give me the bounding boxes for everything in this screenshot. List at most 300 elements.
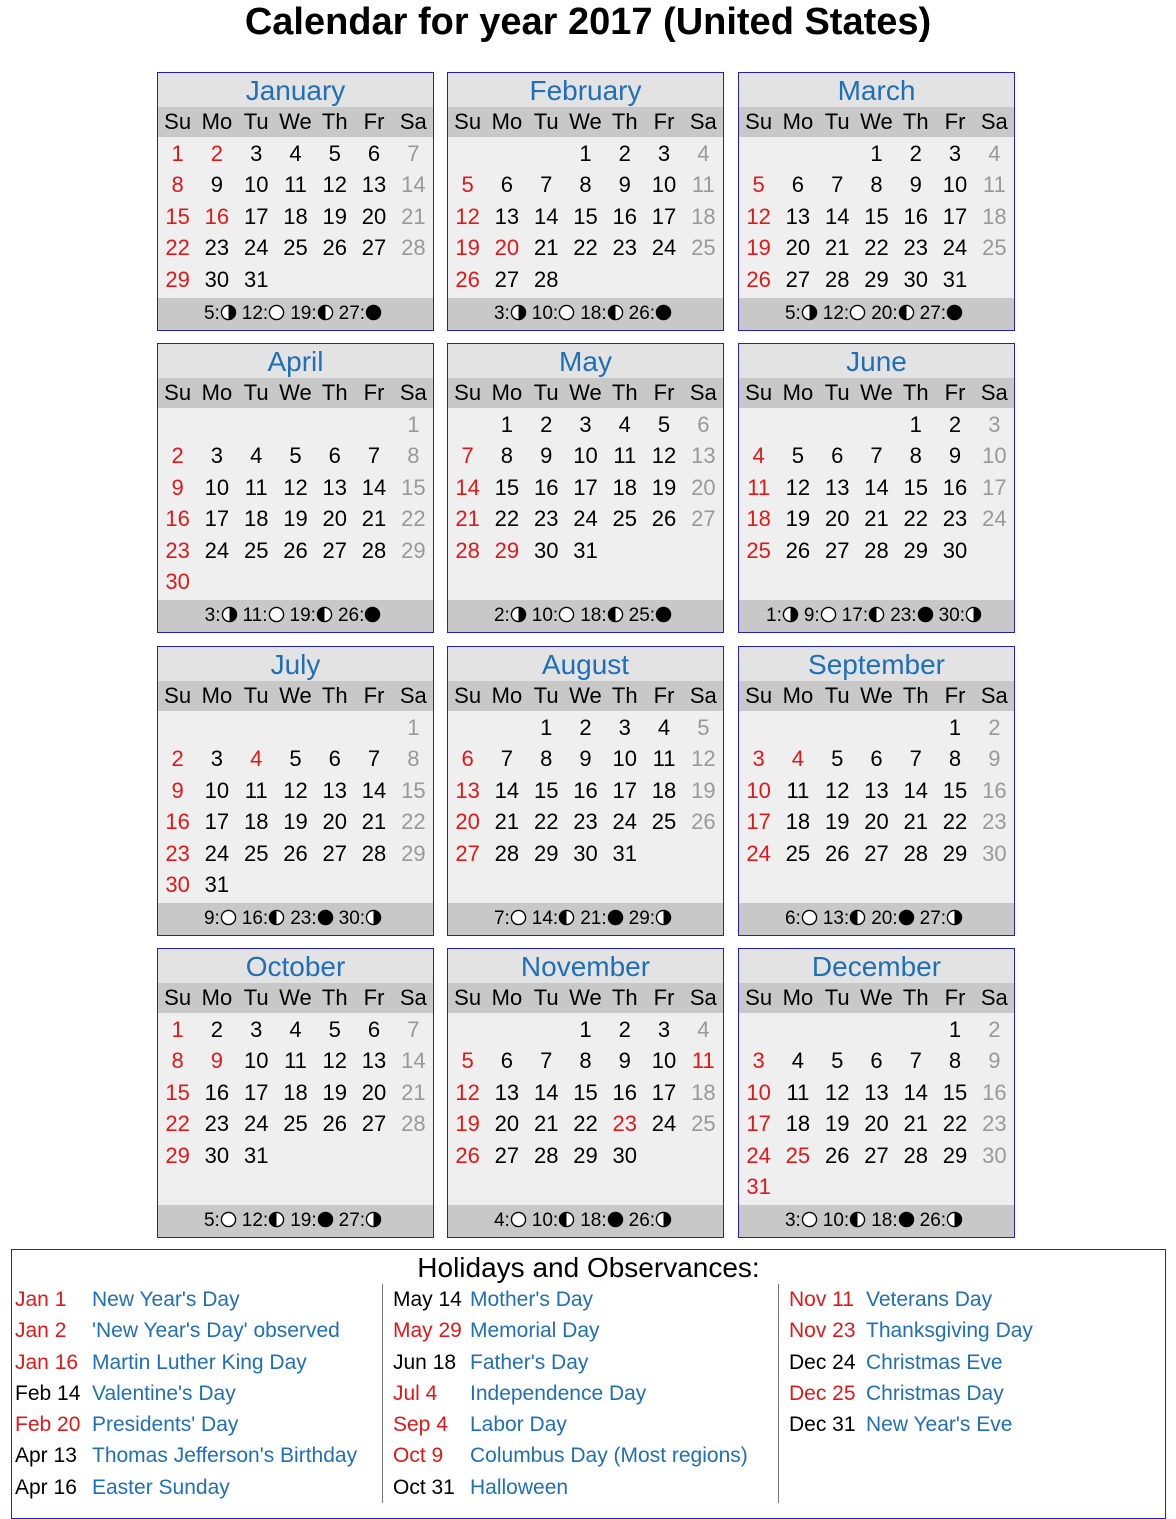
day-cell[interactable]: 20: [361, 203, 387, 229]
day-cell[interactable]: 14: [903, 1079, 928, 1105]
day-cell[interactable]: 1: [870, 141, 883, 166]
day-cell[interactable]: 13: [322, 777, 347, 803]
day-cell[interactable]: 31: [612, 840, 637, 866]
day-cell[interactable]: 5: [328, 1017, 341, 1042]
day-cell[interactable]: 28: [903, 1142, 928, 1168]
day-cell[interactable]: 9: [210, 172, 224, 198]
day-cell[interactable]: 18: [612, 474, 637, 500]
day-cell[interactable]: 5: [461, 1048, 474, 1074]
day-cell[interactable]: 6: [870, 746, 883, 772]
day-cell[interactable]: 16: [533, 474, 559, 500]
day-cell[interactable]: 12: [651, 443, 677, 469]
day-cell[interactable]: 28: [455, 537, 480, 563]
day-cell[interactable]: 13: [494, 1079, 520, 1105]
day-cell[interactable]: 2: [618, 141, 631, 166]
day-cell[interactable]: 3: [752, 746, 765, 772]
day-cell[interactable]: 28: [824, 266, 850, 292]
day-cell[interactable]: 20: [494, 1111, 520, 1137]
holiday-name[interactable]: Christmas Day: [866, 1381, 1004, 1405]
holiday-name[interactable]: New Year's Eve: [866, 1413, 1013, 1437]
day-cell[interactable]: 27: [322, 537, 347, 563]
day-cell[interactable]: 15: [401, 777, 426, 803]
day-cell[interactable]: 8: [948, 746, 962, 772]
day-cell[interactable]: 19: [322, 203, 347, 229]
day-cell[interactable]: 26: [322, 1111, 347, 1137]
day-cell[interactable]: 5: [831, 1048, 844, 1074]
day-cell[interactable]: 23: [612, 1111, 637, 1137]
day-cell[interactable]: 13: [864, 777, 889, 803]
day-cell[interactable]: 5: [791, 443, 805, 469]
day-cell[interactable]: 27: [361, 1111, 387, 1137]
day-cell[interactable]: 12: [455, 1079, 480, 1105]
day-cell[interactable]: 30: [612, 1142, 637, 1168]
day-cell[interactable]: 25: [982, 235, 1007, 261]
day-cell[interactable]: 26: [785, 537, 811, 563]
day-cell[interactable]: 30: [903, 266, 928, 292]
day-cell[interactable]: 24: [942, 235, 968, 261]
day-cell[interactable]: 25: [651, 809, 677, 835]
day-cell[interactable]: 11: [613, 443, 637, 469]
day-cell[interactable]: 14: [401, 1048, 426, 1074]
day-cell[interactable]: 6: [367, 1017, 381, 1042]
day-cell[interactable]: 31: [243, 266, 269, 292]
day-cell[interactable]: 22: [401, 809, 426, 835]
day-cell[interactable]: 24: [243, 1111, 269, 1137]
day-cell[interactable]: 6: [870, 1048, 883, 1074]
day-cell[interactable]: 14: [533, 203, 559, 229]
day-cell[interactable]: 7: [461, 443, 474, 469]
day-cell[interactable]: 18: [785, 809, 811, 835]
day-cell[interactable]: 6: [367, 141, 381, 166]
day-cell[interactable]: 22: [401, 506, 426, 532]
day-cell[interactable]: 27: [824, 537, 850, 563]
day-cell[interactable]: 14: [455, 474, 480, 500]
day-cell[interactable]: 27: [785, 266, 811, 292]
day-cell[interactable]: 21: [903, 1111, 928, 1137]
day-cell[interactable]: 18: [785, 1111, 811, 1137]
day-cell[interactable]: 24: [243, 235, 269, 261]
day-cell[interactable]: 8: [579, 172, 592, 198]
day-cell[interactable]: 12: [691, 746, 716, 772]
day-cell[interactable]: 11: [691, 1048, 715, 1074]
day-cell[interactable]: 22: [573, 1111, 598, 1137]
day-cell[interactable]: 10: [204, 474, 230, 500]
day-cell[interactable]: 8: [948, 1048, 962, 1074]
day-cell[interactable]: 20: [864, 1111, 889, 1137]
day-cell[interactable]: 12: [824, 777, 850, 803]
day-cell[interactable]: 12: [746, 203, 771, 229]
holiday-name[interactable]: New Year's Day: [92, 1288, 240, 1311]
day-cell[interactable]: 22: [864, 235, 889, 261]
day-cell[interactable]: 4: [697, 141, 710, 166]
day-cell[interactable]: 29: [903, 537, 928, 563]
day-cell[interactable]: 20: [322, 506, 347, 532]
day-cell[interactable]: 2: [210, 1017, 224, 1042]
day-cell[interactable]: 8: [407, 746, 420, 772]
day-cell[interactable]: 12: [283, 777, 308, 803]
day-cell[interactable]: 29: [401, 840, 426, 866]
day-cell[interactable]: 8: [500, 443, 514, 469]
holiday-name[interactable]: Valentine's Day: [92, 1381, 236, 1405]
day-cell[interactable]: 21: [533, 1111, 559, 1137]
day-cell[interactable]: 29: [864, 266, 889, 292]
day-cell[interactable]: 21: [361, 506, 387, 532]
day-cell[interactable]: 10: [612, 746, 637, 772]
day-cell[interactable]: 23: [573, 809, 598, 835]
day-cell[interactable]: 2: [579, 715, 592, 740]
day-cell[interactable]: 4: [791, 746, 805, 772]
day-cell[interactable]: 6: [831, 443, 844, 469]
day-cell[interactable]: 30: [533, 537, 559, 563]
day-cell[interactable]: 17: [746, 809, 771, 835]
day-cell[interactable]: 21: [455, 506, 480, 532]
day-cell[interactable]: 28: [361, 840, 387, 866]
day-cell[interactable]: 29: [494, 537, 520, 563]
day-cell[interactable]: 4: [657, 715, 671, 740]
day-cell[interactable]: 21: [903, 809, 928, 835]
day-cell[interactable]: 1: [579, 141, 592, 166]
day-cell[interactable]: 29: [942, 1142, 968, 1168]
day-cell[interactable]: 4: [791, 1048, 805, 1074]
day-cell[interactable]: 25: [746, 537, 771, 563]
day-cell[interactable]: 23: [612, 235, 637, 261]
day-cell[interactable]: 19: [824, 809, 850, 835]
day-cell[interactable]: 10: [243, 172, 269, 198]
day-cell[interactable]: 4: [988, 141, 1001, 166]
day-cell[interactable]: 3: [988, 412, 1001, 437]
day-cell[interactable]: 2: [618, 1017, 631, 1042]
day-cell[interactable]: 26: [455, 1142, 480, 1168]
day-cell[interactable]: 18: [746, 506, 771, 532]
day-cell[interactable]: 11: [786, 777, 810, 803]
day-cell[interactable]: 5: [831, 746, 844, 772]
day-cell[interactable]: 2: [948, 412, 962, 437]
day-cell[interactable]: 24: [746, 840, 771, 866]
day-cell[interactable]: 2: [909, 141, 922, 166]
day-cell[interactable]: 9: [579, 746, 592, 772]
holiday-name[interactable]: 'New Year's Day' observed: [92, 1319, 340, 1343]
day-cell[interactable]: 16: [165, 809, 190, 835]
day-cell[interactable]: 8: [870, 172, 883, 198]
day-cell[interactable]: 22: [942, 809, 968, 835]
day-cell[interactable]: 26: [455, 266, 480, 292]
day-cell[interactable]: 12: [322, 1048, 347, 1074]
day-cell[interactable]: 29: [942, 840, 968, 866]
day-cell[interactable]: 13: [322, 474, 347, 500]
day-cell[interactable]: 27: [691, 506, 716, 532]
day-cell[interactable]: 20: [322, 809, 347, 835]
day-cell[interactable]: 26: [746, 266, 771, 292]
day-cell[interactable]: 24: [204, 537, 230, 563]
day-cell[interactable]: 9: [948, 443, 962, 469]
day-cell[interactable]: 13: [864, 1079, 889, 1105]
day-cell[interactable]: 8: [909, 443, 922, 469]
holiday-name[interactable]: Veterans Day: [866, 1288, 993, 1311]
day-cell[interactable]: 5: [461, 172, 474, 198]
day-cell[interactable]: 13: [494, 203, 520, 229]
day-cell[interactable]: 28: [361, 537, 387, 563]
day-cell[interactable]: 16: [204, 1079, 230, 1105]
day-cell[interactable]: 10: [651, 1048, 677, 1074]
day-cell[interactable]: 13: [361, 172, 387, 198]
day-cell[interactable]: 10: [243, 1048, 269, 1074]
day-cell[interactable]: 25: [283, 1111, 308, 1137]
day-cell[interactable]: 5: [657, 412, 671, 437]
day-cell[interactable]: 15: [942, 777, 968, 803]
day-cell[interactable]: 11: [982, 172, 1006, 198]
day-cell[interactable]: 15: [573, 1079, 598, 1105]
day-cell[interactable]: 3: [657, 1017, 671, 1042]
day-cell[interactable]: 11: [652, 746, 676, 772]
day-cell[interactable]: 14: [824, 203, 850, 229]
day-cell[interactable]: 2: [171, 443, 184, 469]
day-cell[interactable]: 29: [401, 537, 426, 563]
day-cell[interactable]: 22: [494, 506, 520, 532]
day-cell[interactable]: 21: [401, 203, 426, 229]
day-cell[interactable]: 22: [942, 1111, 968, 1137]
day-cell[interactable]: 29: [165, 266, 190, 292]
day-cell[interactable]: 16: [982, 777, 1007, 803]
holiday-name[interactable]: Labor Day: [470, 1413, 567, 1437]
day-cell[interactable]: 24: [651, 235, 677, 261]
day-cell[interactable]: 12: [785, 474, 811, 500]
day-cell[interactable]: 4: [289, 141, 302, 166]
day-cell[interactable]: 17: [204, 809, 230, 835]
day-cell[interactable]: 9: [171, 777, 184, 803]
day-cell[interactable]: 13: [824, 474, 850, 500]
day-cell[interactable]: 23: [165, 537, 190, 563]
holiday-name[interactable]: Mother's Day: [470, 1288, 594, 1311]
holiday-name[interactable]: Martin Luther King Day: [92, 1350, 307, 1374]
day-cell[interactable]: 26: [283, 537, 308, 563]
day-cell[interactable]: 24: [204, 840, 230, 866]
day-cell[interactable]: 11: [786, 1079, 810, 1105]
day-cell[interactable]: 24: [982, 506, 1007, 532]
day-cell[interactable]: 7: [540, 172, 553, 198]
day-cell[interactable]: 1: [909, 412, 922, 437]
day-cell[interactable]: 20: [864, 809, 889, 835]
day-cell[interactable]: 6: [328, 443, 341, 469]
day-cell[interactable]: 9: [909, 172, 922, 198]
day-cell[interactable]: 18: [283, 203, 308, 229]
day-cell[interactable]: 16: [573, 777, 598, 803]
day-cell[interactable]: 3: [657, 141, 671, 166]
day-cell[interactable]: 20: [824, 506, 850, 532]
day-cell[interactable]: 31: [746, 1173, 771, 1199]
day-cell[interactable]: 12: [283, 474, 308, 500]
day-cell[interactable]: 30: [573, 840, 598, 866]
day-cell[interactable]: 31: [204, 871, 230, 897]
day-cell[interactable]: 19: [691, 777, 716, 803]
day-cell[interactable]: 27: [864, 840, 889, 866]
day-cell[interactable]: 3: [618, 715, 631, 740]
day-cell[interactable]: 22: [573, 235, 598, 261]
day-cell[interactable]: 8: [540, 746, 553, 772]
day-cell[interactable]: 28: [494, 840, 520, 866]
day-cell[interactable]: 1: [407, 412, 420, 437]
holiday-name[interactable]: Memorial Day: [470, 1319, 600, 1343]
holiday-name[interactable]: Halloween: [470, 1475, 569, 1499]
holiday-name[interactable]: Thomas Jefferson's Birthday: [92, 1444, 358, 1468]
day-cell[interactable]: 7: [407, 141, 420, 166]
day-cell[interactable]: 8: [171, 1048, 184, 1074]
day-cell[interactable]: 21: [494, 809, 520, 835]
day-cell[interactable]: 27: [494, 266, 520, 292]
day-cell[interactable]: 22: [165, 235, 190, 261]
day-cell[interactable]: 27: [864, 1142, 889, 1168]
day-cell[interactable]: 25: [283, 235, 308, 261]
day-cell[interactable]: 15: [165, 1079, 190, 1105]
day-cell[interactable]: 19: [824, 1111, 850, 1137]
day-cell[interactable]: 19: [283, 506, 308, 532]
day-cell[interactable]: 25: [612, 506, 637, 532]
day-cell[interactable]: 7: [367, 746, 381, 772]
day-cell[interactable]: 9: [988, 746, 1001, 772]
day-cell[interactable]: 8: [171, 172, 184, 198]
day-cell[interactable]: 23: [204, 235, 230, 261]
day-cell[interactable]: 4: [697, 1017, 710, 1042]
day-cell[interactable]: 1: [171, 1017, 184, 1042]
day-cell[interactable]: 15: [942, 1079, 968, 1105]
holiday-name[interactable]: Easter Sunday: [92, 1475, 230, 1499]
day-cell[interactable]: 7: [909, 746, 922, 772]
day-cell[interactable]: 9: [171, 474, 184, 500]
day-cell[interactable]: 17: [204, 506, 230, 532]
day-cell[interactable]: 16: [612, 1079, 637, 1105]
day-cell[interactable]: 3: [579, 412, 592, 437]
day-cell[interactable]: 3: [752, 1048, 765, 1074]
day-cell[interactable]: 14: [361, 474, 387, 500]
day-cell[interactable]: 6: [500, 1048, 514, 1074]
day-cell[interactable]: 13: [361, 1048, 387, 1074]
day-cell[interactable]: 9: [540, 443, 553, 469]
day-cell[interactable]: 19: [455, 1111, 480, 1137]
day-cell[interactable]: 25: [243, 840, 269, 866]
day-cell[interactable]: 29: [533, 840, 559, 866]
day-cell[interactable]: 11: [747, 474, 771, 500]
day-cell[interactable]: 1: [540, 715, 553, 740]
day-cell[interactable]: 21: [401, 1079, 426, 1105]
day-cell[interactable]: 15: [864, 203, 889, 229]
day-cell[interactable]: 19: [455, 235, 480, 261]
day-cell[interactable]: 5: [289, 443, 302, 469]
day-cell[interactable]: 18: [691, 203, 716, 229]
day-cell[interactable]: 7: [407, 1017, 420, 1042]
day-cell[interactable]: 10: [573, 443, 598, 469]
day-cell[interactable]: 14: [533, 1079, 559, 1105]
day-cell[interactable]: 26: [651, 506, 677, 532]
day-cell[interactable]: 26: [283, 840, 308, 866]
day-cell[interactable]: 4: [250, 443, 263, 469]
day-cell[interactable]: 8: [407, 443, 420, 469]
day-cell[interactable]: 10: [942, 172, 968, 198]
day-cell[interactable]: 27: [494, 1142, 520, 1168]
day-cell[interactable]: 19: [283, 809, 308, 835]
day-cell[interactable]: 16: [612, 203, 637, 229]
day-cell[interactable]: 1: [579, 1017, 592, 1042]
day-cell[interactable]: 2: [210, 141, 224, 166]
day-cell[interactable]: 14: [494, 777, 520, 803]
day-cell[interactable]: 20: [361, 1079, 387, 1105]
day-cell[interactable]: 20: [455, 809, 480, 835]
day-cell[interactable]: 27: [455, 840, 480, 866]
day-cell[interactable]: 22: [165, 1111, 190, 1137]
day-cell[interactable]: 18: [243, 809, 269, 835]
day-cell[interactable]: 24: [612, 809, 637, 835]
day-cell[interactable]: 21: [824, 235, 850, 261]
day-cell[interactable]: 2: [540, 412, 553, 437]
day-cell[interactable]: 4: [250, 746, 263, 772]
day-cell[interactable]: 12: [455, 203, 480, 229]
day-cell[interactable]: 28: [533, 1142, 559, 1168]
day-cell[interactable]: 23: [942, 506, 968, 532]
day-cell[interactable]: 16: [982, 1079, 1007, 1105]
day-cell[interactable]: 7: [367, 443, 381, 469]
day-cell[interactable]: 24: [651, 1111, 677, 1137]
day-cell[interactable]: 5: [328, 141, 341, 166]
day-cell[interactable]: 18: [982, 203, 1007, 229]
day-cell[interactable]: 31: [243, 1142, 269, 1168]
day-cell[interactable]: 11: [284, 1048, 307, 1074]
day-cell[interactable]: 24: [573, 506, 598, 532]
day-cell[interactable]: 1: [171, 141, 184, 166]
day-cell[interactable]: 16: [204, 203, 230, 229]
day-cell[interactable]: 10: [982, 443, 1007, 469]
day-cell[interactable]: 13: [691, 443, 716, 469]
day-cell[interactable]: 12: [322, 172, 347, 198]
holiday-name[interactable]: Presidents' Day: [92, 1413, 239, 1437]
day-cell[interactable]: 26: [824, 840, 850, 866]
day-cell[interactable]: 15: [903, 474, 928, 500]
day-cell[interactable]: 17: [651, 203, 677, 229]
day-cell[interactable]: 21: [864, 506, 889, 532]
day-cell[interactable]: 10: [204, 777, 230, 803]
day-cell[interactable]: 27: [361, 235, 387, 261]
day-cell[interactable]: 17: [612, 777, 637, 803]
day-cell[interactable]: 7: [831, 172, 844, 198]
day-cell[interactable]: 21: [361, 809, 387, 835]
day-cell[interactable]: 17: [746, 1111, 771, 1137]
day-cell[interactable]: 9: [988, 1048, 1001, 1074]
day-cell[interactable]: 30: [982, 840, 1007, 866]
day-cell[interactable]: 19: [322, 1079, 347, 1105]
day-cell[interactable]: 11: [284, 172, 307, 198]
day-cell[interactable]: 6: [791, 172, 805, 198]
day-cell[interactable]: 3: [210, 746, 224, 772]
day-cell[interactable]: 3: [210, 443, 224, 469]
day-cell[interactable]: 5: [752, 172, 765, 198]
day-cell[interactable]: 25: [785, 1142, 811, 1168]
day-cell[interactable]: 17: [243, 203, 269, 229]
day-cell[interactable]: 10: [746, 1079, 771, 1105]
day-cell[interactable]: 13: [455, 777, 480, 803]
day-cell[interactable]: 21: [533, 235, 559, 261]
day-cell[interactable]: 24: [746, 1142, 771, 1168]
day-cell[interactable]: 25: [243, 537, 269, 563]
day-cell[interactable]: 22: [903, 506, 928, 532]
day-cell[interactable]: 15: [494, 474, 520, 500]
day-cell[interactable]: 20: [785, 235, 811, 261]
day-cell[interactable]: 14: [864, 474, 889, 500]
day-cell[interactable]: 7: [500, 746, 514, 772]
holiday-name[interactable]: Thanksgiving Day: [866, 1319, 1033, 1343]
day-cell[interactable]: 6: [328, 746, 341, 772]
day-cell[interactable]: 30: [942, 537, 968, 563]
day-cell[interactable]: 1: [407, 715, 420, 740]
day-cell[interactable]: 23: [533, 506, 559, 532]
day-cell[interactable]: 28: [864, 537, 889, 563]
day-cell[interactable]: 5: [697, 715, 710, 740]
